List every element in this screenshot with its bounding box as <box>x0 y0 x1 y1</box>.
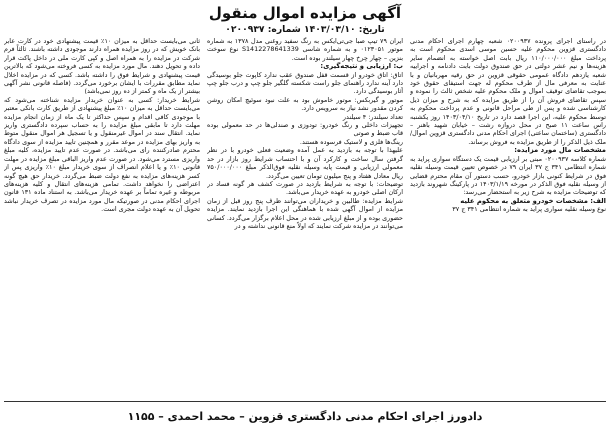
paragraph-interior: تجهیزات داخلی و رنگ خودرو: تودوزی و صندلی‌ها در حد معمولی بوده قاب ضبط و صوتی <box>207 121 403 138</box>
paragraph-vehicle-type: نوع وسیله نقلیه سواری پراید به شماره انتظامی ۳۴۱ ج ۳۷ <box>452 205 606 214</box>
paragraph-auction-terms: شرایط مزایده: طالبین و خریداران می‌توانند ظرف پنج روز قبل از زمان مزایده از اموال آگهی شده با هماهنگی این اجرا بازدید نمایند. مزایده حضوری بوده و از مبلغ ارزیابی شده در محل اعلام برگزار می‌گردد. کسانی می‌توانند در مزایده شرکت نمایند که اولاً منع قانونی نداشته و در <box>207 196 403 230</box>
paragraph-cylinders: تعداد سیلندر: ۴ سیلندر <box>342 112 403 121</box>
paragraph-cabin: اتاق: اتاق خودرو از قسمت قفل صندوق عقب ندارد کاپوت جلو بوسیدگی دارد آینه ندارد راهنمای جلو راست شکسته گلگیر جلو چپ و درب جلو چپ آثار بوسیدگی دارد. <box>207 70 403 96</box>
paragraph-buyer-terms: شرایط خریدار: کسی به عنوان خریدار مزایده شناخته می‌شود که می‌بایست حداقل به میزان ۱۰٪ مبلغ پیشنهادی از طریق کارت بانکی معتبر با موجودی کافی اقدام و سپس حداکثر تا یک ماه از زمان انجام مزایده مهلت دارد تا مابقی مبلغ مزایده را به حساب سپرده دادگستری واریز نماید. انتقال سند در اموال غیرمنقول و یا تسجیل هر اموال منقول متوط به واریز بهای مزایده در موعد مقرر و همچنین تایید مزایده از سوی دادگاه محترم صادرکننده رای می‌باشد. در صورت عدم تایید مزایده، کلیه مبلغ واریزی مسترد می‌شود. در صورت عدم واریز الباقی مبلغ مزایده در مهلت قانونی ۱۰٪ و یا اعلام انصراف از سوی خریدار مبلغ ۱۰٪ واریزی پس از کسر هزینه‌های مزایده به نفع دولت ضبط می‌گردد. خریدار حق هیچ گونه اعتراضی را نخواهد داشت. تمامی هزینه‌های انتقال و کلیه هزینه‌های مربوطه و غیره تماماً بر عهده خریدار می‌باشد. به استناد ماده ۱۳۱ قانون اجرای احکام مدنی در صورتیکه مال مورد مزایده در تصرف خریدار نباشد تحویل آن به عهده دولت مجری است. <box>4 95 200 214</box>
paragraph-participation: ثانی می‌بایست حداقل به میزان ۱۰٪ قیمت پیشنهادی خود در کارت عابر بانک خویش که در روز مزایده همراه دارند موجودی داشته باشند. ثالثاً فرم شرکت در مزایده را به همراه اصل و کپی کارت ملی در داخل پاکت قرار داده و تحویل دهند. مال مورد مزایده به کسی فروخته می‌شود که بالاترین قیمت پیشنهادی و شرایط فوق را داشته باشد. کسی که در مزایده اخلال نماید مطابق مقررات با ایشان برخورد می‌گردد. (فاصله قانونی نشر آگهی بیشتر از یک ماه و کمتر از ده روز نمی‌باشد) <box>4 37 200 96</box>
paragraph-intro: در راستای اجرای پرونده ۰۲۰۰۹۳۷ شعبه چهارم اجرای احکام مدنی دادگستری قزوین محکوم علیه حسین موسی اسدی محکوم است به پرداخت مبلغ ۱۱۰/۰۰۰/۰۰۰ ریال بابت اصل خواسته به انضمام سایر هزینه‌ها و نیم عشر دولتی در حق صندوق دولت بابت دادنامه و اجراییه شعبه یازدهم دادگاه عمومی حقوقی قزوین در حق رقیه مهربانیان و با عنایت به معرفی مال از طرف محکوم له جهت استیفای حقوق خود بموجب تقاضای توقیف اموال و ملک محکوم علیه شخص ثالث را نموده و سپس تقاضای فروش آن را از طریق مزایده که به شرح و میزان ذیل کارشناسی شده و پس از طی مراحل قانونی و عدم پرداخت محکوم به توسط محکوم علیه، این اجرا قصد دارد در تاریخ ۱۴۰۳/۰۴/۱۰ روز یکشنبه راس ساعت ۱۱ صبح در محل دروازه رشت – خیابان شهید باهنر – دادگستری (ساختمان ساعتی) اجرای احکام مدنی دادگستری قزوین اموال/ملک ذیل الذکر را از طریق مزایده به فروش برساند. <box>410 37 606 146</box>
column-left <box>4 37 200 399</box>
column-right <box>410 37 606 399</box>
paragraph-engine: موتور و گیربکس: موتور خاموش بود به علت نبود سوئیچ امکان روشن کردن مقدور نشد نیاز به سرویس دارد. <box>207 95 403 113</box>
notice-body <box>4 37 606 399</box>
notice-date-number: تاریخ: ۱۴۰۳/۰۳/۱۰ شماره: ۰۲۰۰۹۳۷ <box>225 24 385 35</box>
paragraph-notes: توضیحات: با توجه به شرایط بازدید در صورت کشف هر گونه فساد در ارکان اصلی خودرو به عهده خریدار می‌باشد. <box>207 179 403 197</box>
paragraph-case-details: شماره کلاسه ۰۲۰۰۹۳۷ مبنی بر ارزیابی قیمت یک دستگاه سواری پراید به شماره انتظامی ۳۴۱ ج ۳۷ ایران ۷۹ در خصوص تعیین قیمت وسیله نقلیه فوق در شرایط کنونی بازار خودرو، حسب دستور آن مقام محترم قضایی از وسیله نقلیه فوق الذکر در مورخه ۱۴۰۳/۱/۱۹ در پارکینگ شهروند بازدید که توضیحات مزایده به شرح زیر به استحضار می‌رسد: <box>410 154 606 197</box>
notice-title: آگهی مزایده اموال منقول <box>208 4 402 22</box>
notice-footer-signature: دادورز اجرای احکام مدنی دادگستری قزوین – محمد احمدی – ۱۱۵۵ <box>4 401 606 430</box>
heading-vehicle-specs: الف: مشخصات خودرو متعلق به محکوم علیه <box>460 196 606 205</box>
heading-property-specs: مشخصات مال مورد مزایده: <box>514 146 606 155</box>
paragraph-valuation: علیهذا با توجه به بازدید به عمل آمده وضعیت فعلی خودرو با در نظر گرفتن سال ساخت و کارکرد آن و با احتساب شرایط روز بازار در حد معمولی ارزیابی و قیمت پایه وسیله نقلیه فوق‌الذکر مبلغ ۷۵۰/۰۰۰/۰۰۰ ریال معادل هفتاد و پنج میلیون تومان تعیین می‌گردد. <box>207 146 403 180</box>
column-middle <box>207 37 403 399</box>
heading-evaluation: ب: ارزیابی و نتیجه‌گیری: <box>320 62 403 71</box>
paragraph-vehicle-details: ایران ۷۹ تیپ صبا جی‌تی‌ایکس به رنگ سفید روغنی مدل ۱۳۷۸ به شماره موتور ۰۱۲۳۰۵۱ و به شماره شاسی S1412278641339 نوع سوخت بنزین – چهار چرخ چهار سیلندر بوده است. <box>207 37 403 62</box>
paragraph-tires: رینگ‌ها فلزی و لاستیک فرسوده هستند. <box>299 137 403 146</box>
